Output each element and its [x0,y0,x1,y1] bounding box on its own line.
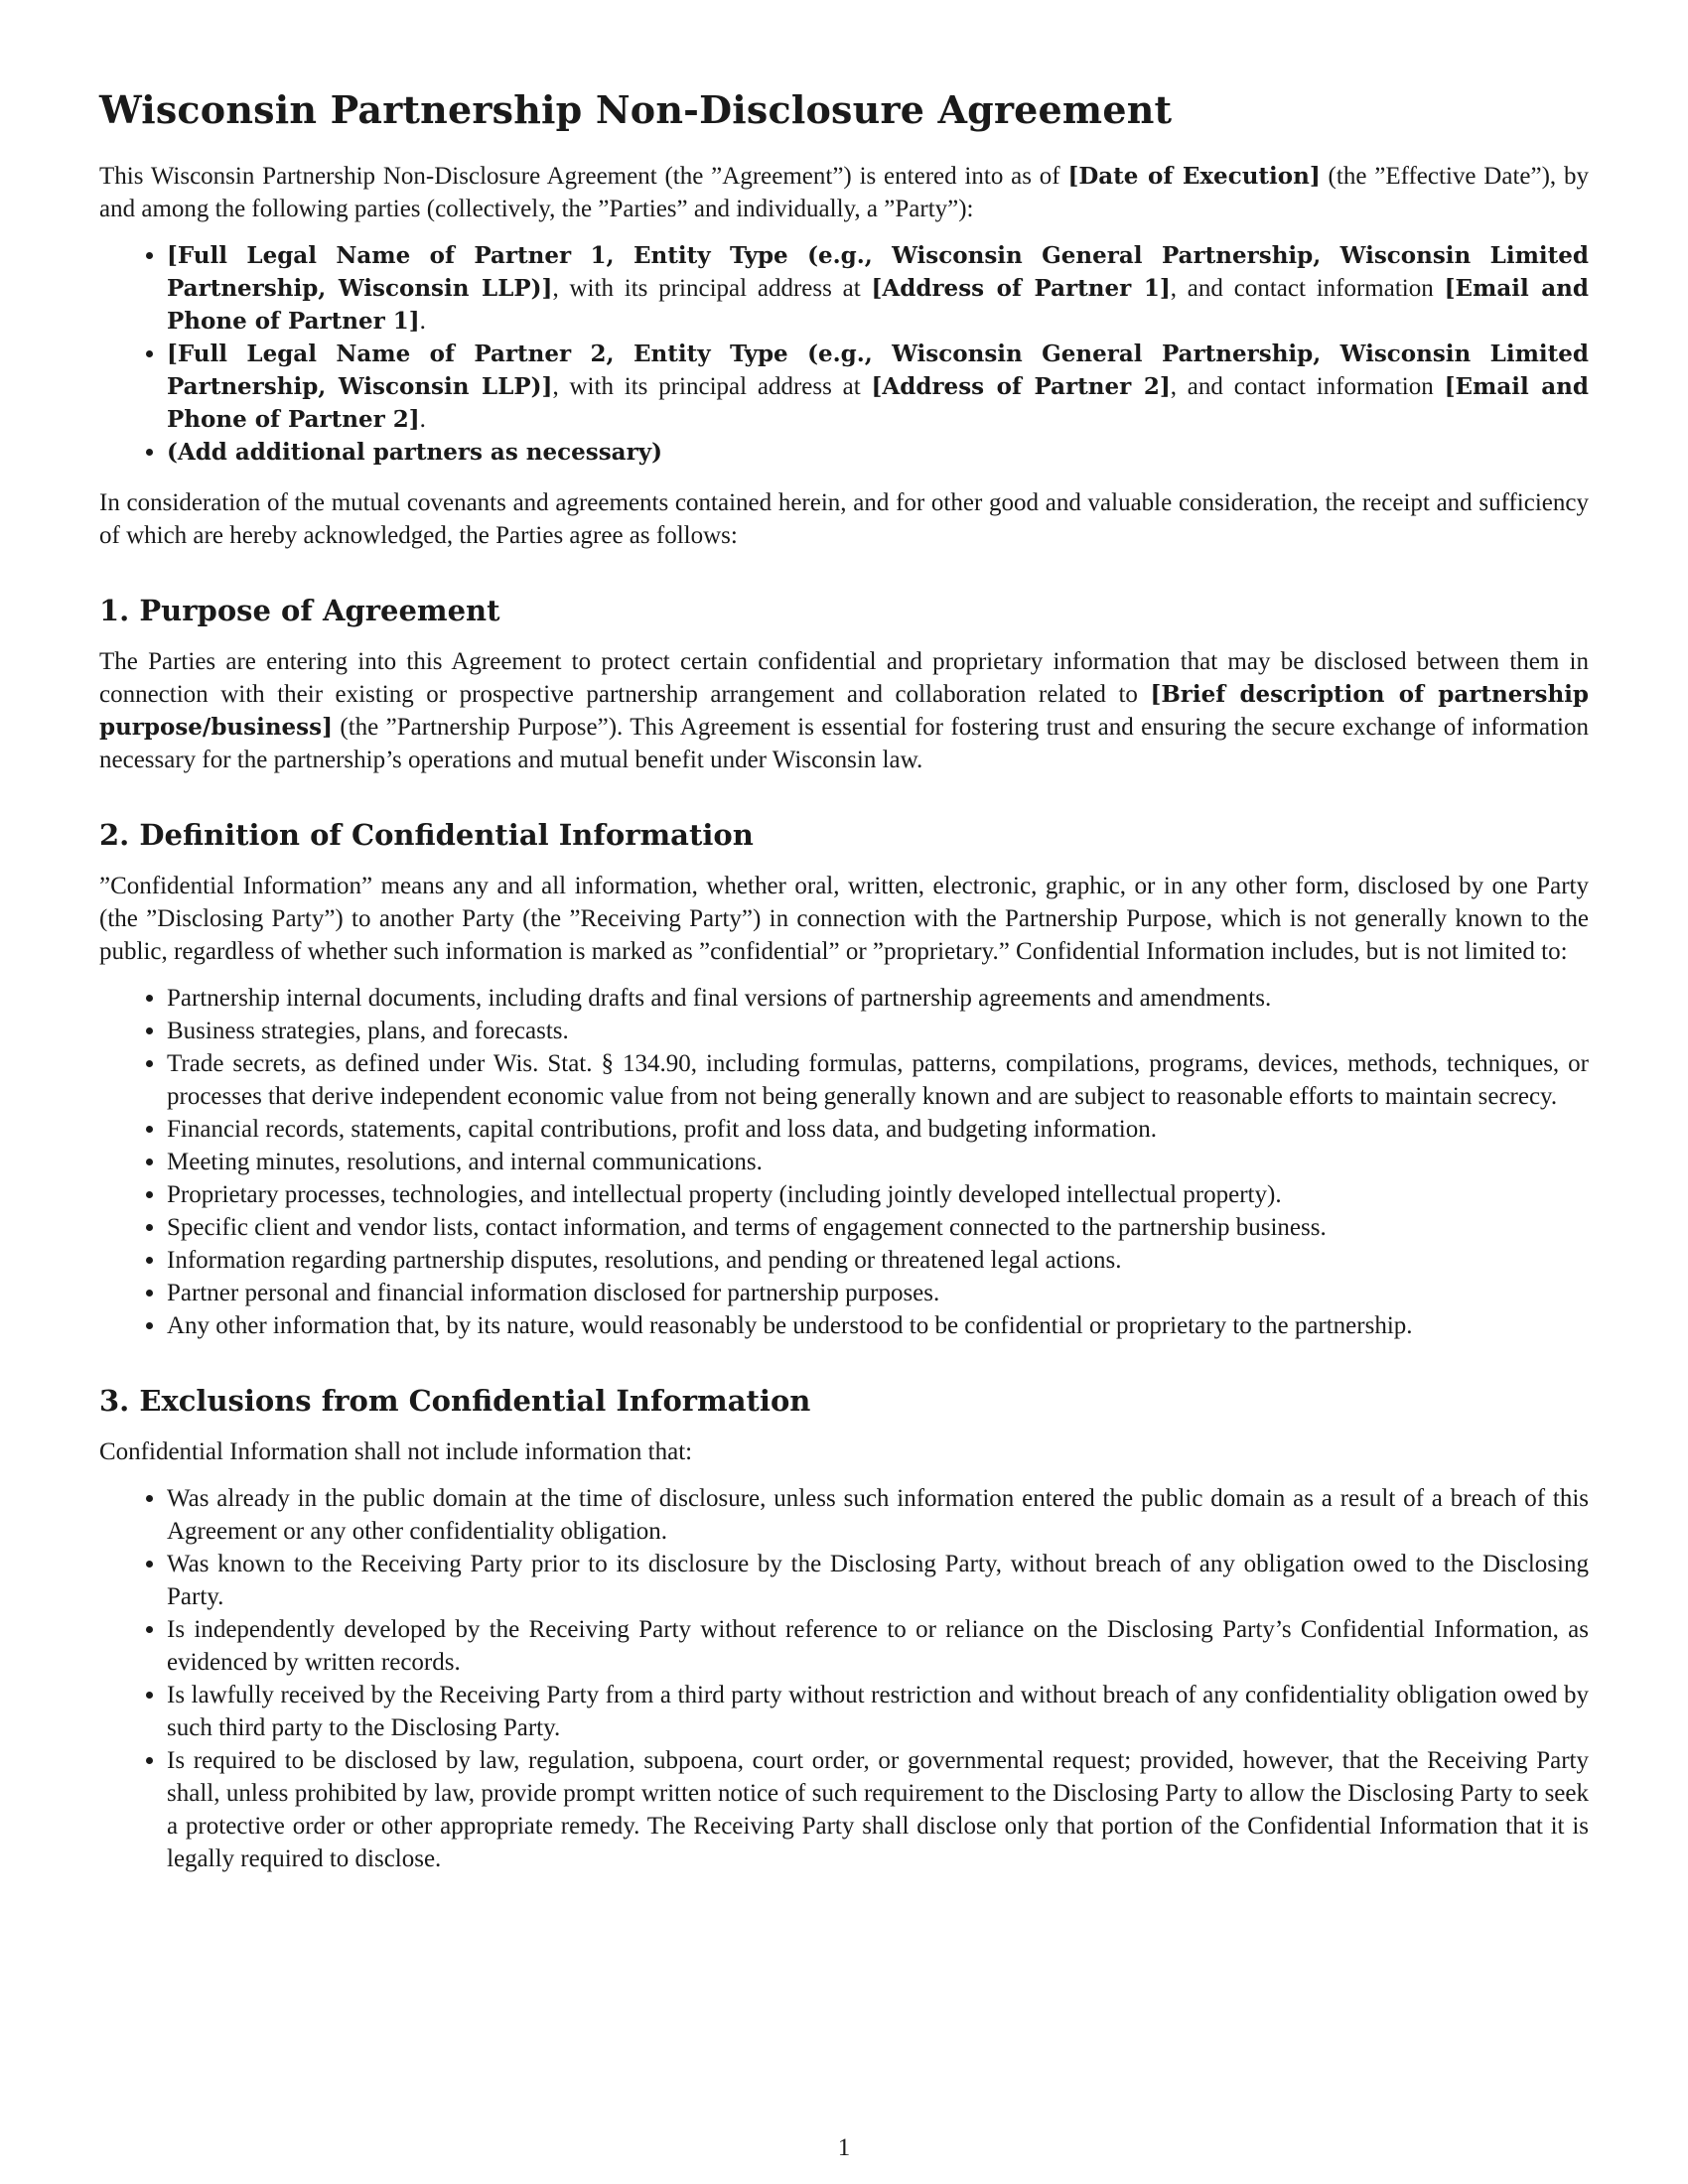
list-item: • Partnership internal documents, including drafts and final versions of partnership agreements and amendments. [167,982,1589,1015]
consideration-paragraph: In consideration of the mutual covenants and agreements contained herein, and for other good and valuable consideration, the receipt and sufficiency of which are hereby acknowledged, the Parties agree as follows: [99,489,1589,549]
partner-1-address-placeholder: [Address of Partner 1] [871,275,1171,302]
exclusions-list [99,1482,1589,1875]
section-heading-purpose: 1. Purpose of Agreement [99,594,500,627]
list-item: • Trade secrets, as defined under Wis. Stat. § 134.90, including formulas, patterns, compilations, programs, devices, methods, techniques, or processes that derive independent economic value from not being generally known and are subject to reasonable efforts to maintain secrecy. [167,1047,1589,1113]
list-item: • Is required to be disclosed by law, regulation, subpoena, court order, or governmental request; provided, however, that the Receiving Party shall, unless prohibited by law, provide prompt written notice of such requirement to the Disclosing Party to allow the Disclosing Party to seek a protective order or other appropriate remedy. The Receiving Party shall disclose only that portion of the Confidential Information that it is legally required to disclose. [167,1744,1589,1875]
page-number: 1 [837,2134,851,2161]
section-purpose [99,594,1589,776]
partnership-purpose-placeholder: [Brief description of partnership purpose/business] [99,681,1589,741]
parties-list [99,239,1589,469]
section-definition [99,818,1589,1342]
list-item: • Proprietary processes, technologies, and intellectual property (including jointly developed intellectual property). [167,1178,1589,1211]
list-item: • Is lawfully received by the Receiving Party from a third party without restriction and without breach of any confidentiality obligation owed by such third party to the Disclosing Party. [167,1679,1589,1744]
partner-2-contact-placeholder: [Email and Phone of Partner 2] [167,373,1589,433]
partner-2-address-placeholder: [Address of Partner 2] [871,373,1171,400]
section-heading-exclusions: 3. Exclusions from Confidential Information [99,1384,811,1418]
partner-1-contact-placeholder: [Email and Phone of Partner 1] [167,275,1589,335]
partner-2-name-placeholder: [Full Legal Name of Partner 2, Entity Type (e.g., Wisconsin General Partnership, Wisconsin Limited Partnership, Wisconsin LLP)] [167,341,1589,400]
party-1-item: • [Full Legal Name of Partner 1, Entity Type (e.g., Wisconsin General Partnership, Wisconsin Limited Partnership, Wisconsin LLP)], with its principal address at [Address of Partner 1], and contact information [Email and Phone of Partner 1]. [167,239,1589,338]
intro-paragraph: This Wisconsin Partnership Non-Disclosure Agreement (the ”Agreement”) is entered into as of [Date of Execution] (the ”Effective Date”), by and among the following parties (collectively, the ”Parties” and individually, a ”Party”): [99,163,1589,222]
section-heading-definition: 2. Definition of Confidential Information [99,818,754,852]
list-item: • Partner personal and financial information disclosed for partnership purposes. [167,1277,1589,1309]
list-item: • Was already in the public domain at the time of disclosure, unless such information entered the public domain as a result of a breach of this Agreement or any other confidentiality obligation. [167,1482,1589,1548]
partner-1-name-placeholder: [Full Legal Name of Partner 1, Entity Type (e.g., Wisconsin General Partnership, Wisconsin Limited Partnership, Wisconsin LLP)] [167,242,1589,302]
list-item: • Any other information that, by its nature, would reasonably be understood to be confidential or proprietary to the partnership. [167,1309,1589,1342]
purpose-paragraph: The Parties are entering into this Agreement to protect certain confidential and proprietary information that may be disclosed between them in connection with their existing or prospective partnership arrangement and collaboration related to [Brief description of partnership purpose/business] (the ”Partnership Purpose”). This Agreement is essential for fostering trust and ensuring the secure exchange of information necessary for the partnership’s operations and mutual benefit under Wisconsin law. [99,648,1589,773]
list-item: • Meeting minutes, resolutions, and internal communications. [167,1146,1589,1178]
list-item: • Specific client and vendor lists, contact information, and terms of engagement connected to the partnership business. [167,1211,1589,1244]
list-item: • Information regarding partnership disputes, resolutions, and pending or threatened legal actions. [167,1244,1589,1277]
document-title: Wisconsin Partnership Non-Disclosure Agreement [99,87,1173,132]
list-item: • Was known to the Receiving Party prior to its disclosure by the Disclosing Party, without breach of any obligation owed to the Disclosing Party. [167,1548,1589,1613]
exclusions-paragraph: Confidential Information shall not include information that: [99,1438,693,1465]
section-exclusions [99,1384,1589,1875]
list-item: • Business strategies, plans, and forecasts. [167,1015,1589,1047]
list-item: • Is independently developed by the Receiving Party without reference to or reliance on the Disclosing Party’s Confidential Information, as evidenced by written records. [167,1613,1589,1679]
confidential-info-list [99,982,1589,1342]
date-of-execution-placeholder: [Date of Execution] [1067,163,1321,190]
party-2-item: • [Full Legal Name of Partner 2, Entity Type (e.g., Wisconsin General Partnership, Wisconsin Limited Partnership, Wisconsin LLP)], with its principal address at [Address of Partner 2], and contact information [Email and Phone of Partner 2]. [167,338,1589,436]
definition-paragraph: ”Confidential Information” means any and all information, whether oral, written, electronic, graphic, or in any other form, disclosed by one Party (the ”Disclosing Party”) to another Party (the ”Receiving Party”) in connection with the Partnership Purpose, which is not generally known to the public, regardless of whether such information is marked as ”confidential” or ”proprietary.” Confidential Information includes, but is not limited to: [99,873,1589,965]
list-item: • Financial records, statements, capital contributions, profit and loss data, and budgeting information. [167,1113,1589,1146]
add-partners-item: • (Add additional partners as necessary) [167,436,1589,469]
